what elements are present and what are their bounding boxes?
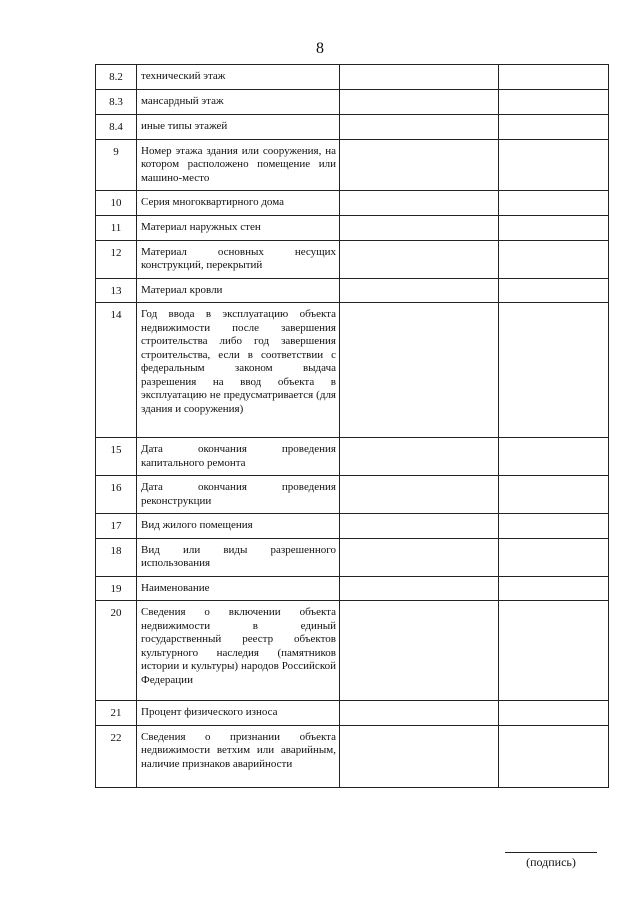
table-row	[96, 278, 609, 303]
value-cell[interactable]	[340, 90, 499, 115]
form-table	[95, 64, 609, 788]
row-label: Вид жилого помещения	[137, 514, 340, 539]
note-cell[interactable]	[499, 514, 609, 539]
table-row	[96, 538, 609, 576]
note-cell[interactable]	[499, 576, 609, 601]
value-cell[interactable]	[340, 476, 499, 514]
table-row	[96, 476, 609, 514]
value-cell[interactable]	[340, 576, 499, 601]
value-cell[interactable]	[340, 303, 499, 438]
note-cell[interactable]	[499, 90, 609, 115]
note-cell[interactable]	[499, 538, 609, 576]
row-number: 10	[96, 191, 137, 216]
row-number: 11	[96, 216, 137, 241]
table-row	[96, 240, 609, 278]
table-row	[96, 725, 609, 787]
value-cell[interactable]	[340, 240, 499, 278]
value-cell[interactable]	[340, 191, 499, 216]
note-cell[interactable]	[499, 191, 609, 216]
note-cell[interactable]	[499, 139, 609, 191]
page-number: 8	[316, 40, 324, 57]
row-label: технический этаж	[137, 65, 340, 90]
row-number: 8.3	[96, 90, 137, 115]
row-number: 16	[96, 476, 137, 514]
value-cell[interactable]	[340, 115, 499, 140]
note-cell[interactable]	[499, 278, 609, 303]
value-cell[interactable]	[340, 216, 499, 241]
row-number: 9	[96, 139, 137, 191]
note-cell[interactable]	[499, 216, 609, 241]
table-row	[96, 65, 609, 90]
row-number: 13	[96, 278, 137, 303]
row-label: иные типы этажей	[137, 115, 340, 140]
value-cell[interactable]	[340, 278, 499, 303]
form-table-body	[96, 65, 609, 788]
signature-line	[505, 852, 597, 853]
row-number: 8.4	[96, 115, 137, 140]
row-label: Наименование	[137, 576, 340, 601]
row-label: Материал кровли	[137, 278, 340, 303]
row-number: 21	[96, 701, 137, 726]
row-number: 14	[96, 303, 137, 438]
row-label: Дата окончания проведения капитального ремонта	[137, 438, 340, 476]
value-cell[interactable]	[340, 139, 499, 191]
row-label: мансардный этаж	[137, 90, 340, 115]
row-number: 17	[96, 514, 137, 539]
table-row	[96, 701, 609, 726]
note-cell[interactable]	[499, 115, 609, 140]
table-row	[96, 576, 609, 601]
row-label: Серия многоквартирного дома	[137, 191, 340, 216]
note-cell[interactable]	[499, 438, 609, 476]
row-label: Процент физического износа	[137, 701, 340, 726]
row-number: 12	[96, 240, 137, 278]
row-label: Год ввода в эксплуатацию объекта недвижимости после завершения строительства либо год завершения строительства, если в соответствии с федеральным законом выдача разрешения на ввод объекта в эксплуатацию не предусматривается (для здания и сооружения)	[137, 303, 340, 438]
value-cell[interactable]	[340, 601, 499, 701]
table-row	[96, 191, 609, 216]
table-row	[96, 115, 609, 140]
value-cell[interactable]	[340, 725, 499, 787]
row-number: 20	[96, 601, 137, 701]
table-row	[96, 216, 609, 241]
value-cell[interactable]	[340, 65, 499, 90]
row-label: Вид или виды разрешенного использования	[137, 538, 340, 576]
table-row	[96, 139, 609, 191]
table-row	[96, 438, 609, 476]
value-cell[interactable]	[340, 514, 499, 539]
value-cell[interactable]	[340, 438, 499, 476]
row-label: Сведения о включении объекта недвижимости в единый государственный реестр объектов культурного наследия (памятников истории и культуры) народов Российской Федерации	[137, 601, 340, 701]
row-number: 8.2	[96, 65, 137, 90]
row-label: Материал основных несущих конструкций, перекрытий	[137, 240, 340, 278]
note-cell[interactable]	[499, 725, 609, 787]
note-cell[interactable]	[499, 601, 609, 701]
note-cell[interactable]	[499, 476, 609, 514]
value-cell[interactable]	[340, 538, 499, 576]
value-cell[interactable]	[340, 701, 499, 726]
row-number: 15	[96, 438, 137, 476]
note-cell[interactable]	[499, 240, 609, 278]
row-number: 19	[96, 576, 137, 601]
row-label: Номер этажа здания или сооружения, на котором расположено помещение или машино-место	[137, 139, 340, 191]
row-label: Материал наружных стен	[137, 216, 340, 241]
table-row	[96, 601, 609, 701]
row-number: 22	[96, 725, 137, 787]
signature-label: (подпись)	[526, 855, 576, 869]
note-cell[interactable]	[499, 701, 609, 726]
row-number: 18	[96, 538, 137, 576]
note-cell[interactable]	[499, 303, 609, 438]
table-row	[96, 303, 609, 438]
row-label: Сведения о признании объекта недвижимости ветхим или аварийным, наличие признаков аварийности	[137, 725, 340, 787]
table-row	[96, 90, 609, 115]
note-cell[interactable]	[499, 65, 609, 90]
row-label: Дата окончания проведения реконструкции	[137, 476, 340, 514]
table-row	[96, 514, 609, 539]
